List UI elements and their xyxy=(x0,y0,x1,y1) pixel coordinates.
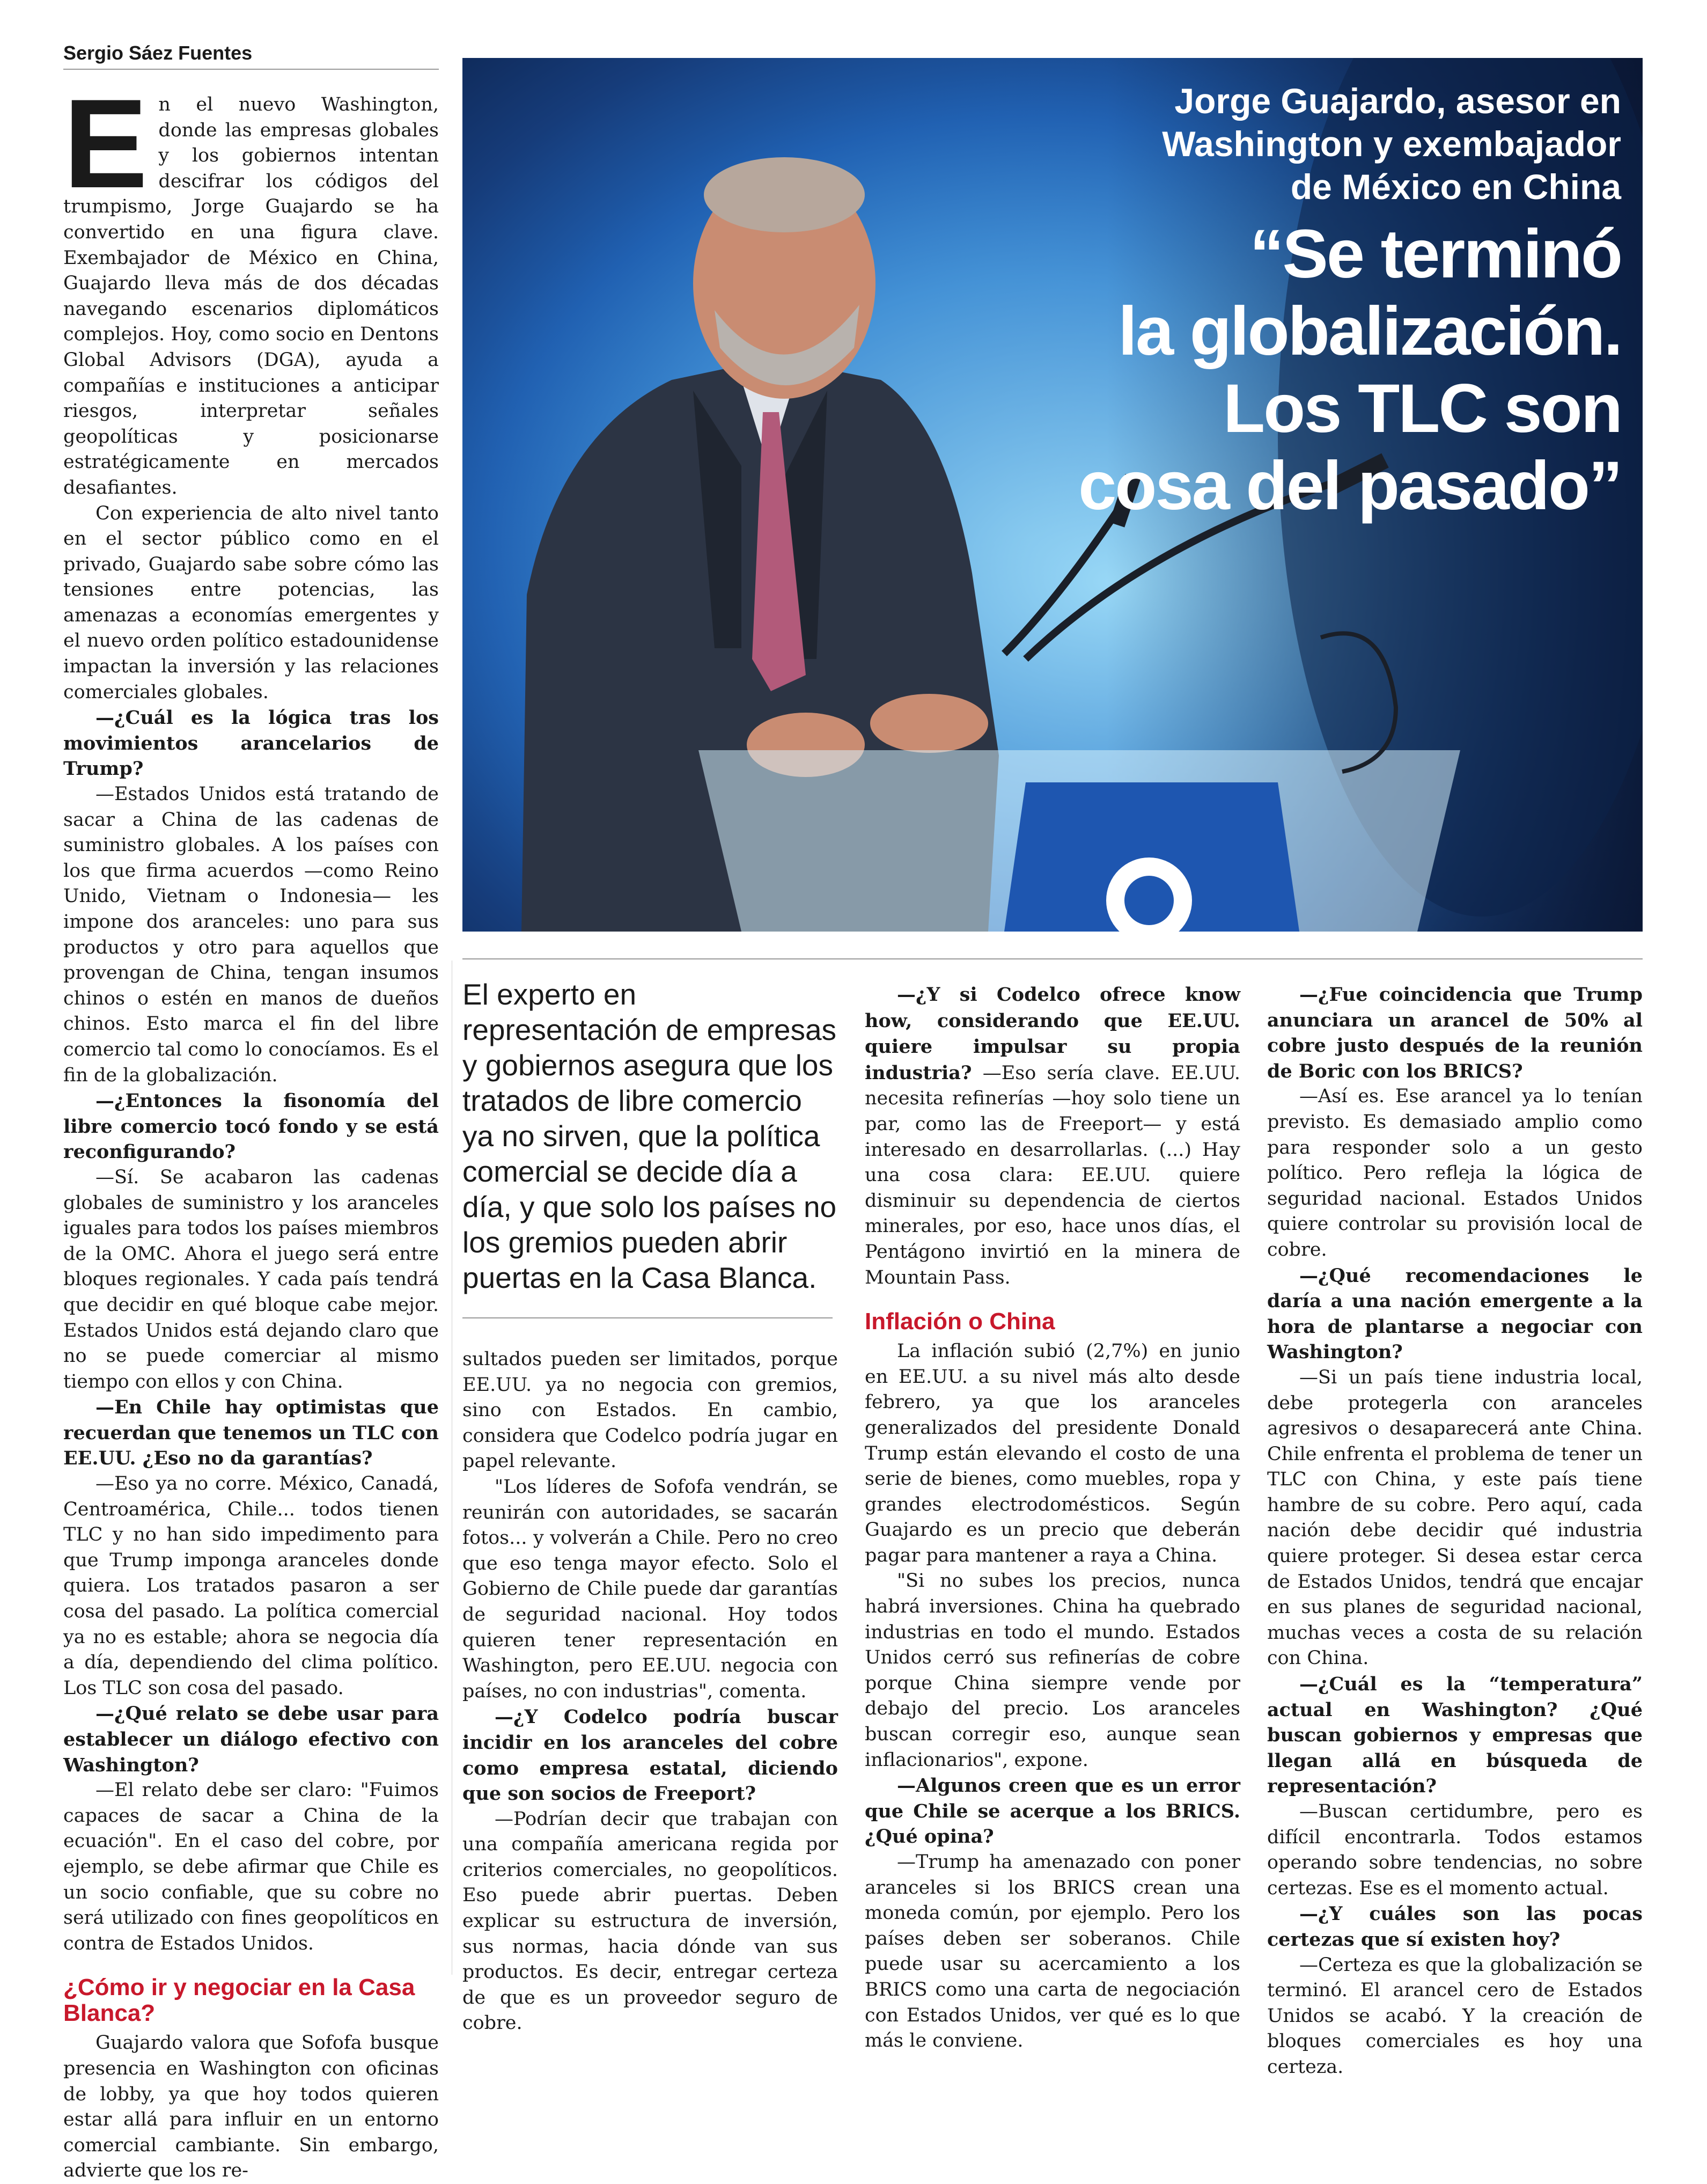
article-column-1 xyxy=(63,73,439,2184)
answer: —Buscan certidumbre, pero es difícil encontrarla. Todos estamos operando sobre tendencias, no sobre certezas. Ese es el momento actual. xyxy=(1267,1801,1643,1899)
subheading: Inflación o China xyxy=(865,1308,1055,1335)
pullquote-rule-bottom xyxy=(462,1317,833,1318)
drop-cap: E xyxy=(63,73,148,215)
paragraph: Con experiencia de alto nivel tanto en el sector público como en el privado, Guajardo sabe sobre cómo las tensiones entre potencias, las amenazas a economías emergentes y el nuevo orden político estadounidense impactan la inversión y las relaciones comerciales globales. xyxy=(63,502,439,703)
question: —En Chile hay optimistas que recuerdan que tenemos un TLC con EE.UU. ¿Eso no da garantías? xyxy=(63,1396,439,1470)
question: —Algunos creen que es un error que Chile se acerque a los BRICS. ¿Qué opina? xyxy=(865,1775,1240,1848)
pullquote-rule-top xyxy=(462,958,1643,959)
answer: —Podrían decir que trabajan con una compañía americana regida por criterios comerciales, no geopolíticos. Eso puede abrir puertas. Deben explicar su estructura de inversión, sus normas, hacia dónde van sus productos. Es decir, entregar certeza de que es un proveedor seguro de cobre. xyxy=(462,1808,838,2034)
question: —¿Entonces la fisonomía del libre comercio tocó fondo y se está reconfigurando? xyxy=(63,1090,439,1163)
lead-paragraph: En el nuevo Washington, donde las empresas globales y los gobiernos intentan descifrar los códigos del trumpismo, Jorge Guajardo se ha convertido en una figura clave. Exembajador de México en China, Guajardo lleva más de dos décadas navegando escenarios diplomáticos complejos. Hoy, como socio en Dentons Global Advisors (DGA), ayuda a compañías e instituciones a anticipar riesgos, interpretar señales geopolíticas y posicionarse estratégicamente en mercados desafiantes. xyxy=(63,73,439,499)
answer: —Estados Unidos está tratando de sacar a China de las cadenas de suministro globales. A los países con los que firma acuerdos —como Reino Unido, Vietnam o Indonesia— les impone dos aranceles: uno para sus productos y otro para aquellos que provengan de China, tengan insumos chinos o estén en manos de dueños chinos. Esto marca el fin del libre comercio tal como lo conocíamos. Es el fin de la globalización. xyxy=(63,783,439,1086)
headline: “Se terminó la globalización. Los TLC son cosa del pasado” xyxy=(1078,216,1621,524)
photo-headline-block xyxy=(870,79,1621,525)
headline-kicker: Jorge Guajardo, asesor en Washington y exembajador de México en China xyxy=(1162,81,1621,207)
answer: —Así es. Ese arancel ya lo tenían previsto. Es demasiado amplio como para responder solo a un gesto político. Pero refleja la lógica de seguridad nacional. Estados Unidos quiere controlar su provisión local de cobre. xyxy=(1267,1086,1643,1260)
answer: —Trump ha amenazado con poner aranceles si los BRICS crean una moneda común, por ejemplo. Pero los países deben ser soberanos. Chile puede usar su acercamiento a los BRICS como una carta de negociación con Estados Unidos, ver qué es lo que más le conviene. xyxy=(865,1851,1240,2052)
subheading: ¿Cómo ir y negociar en la Casa Blanca? xyxy=(63,1974,415,2027)
answer: —Si un país tiene industria local, debe protegerla con aranceles agresivos o desaparecerá ante China. Chile enfrenta el problema de tener un TLC con China, y este país tiene hambre de su cobre. Pero aquí, cada nación debe decidir qué industria quiere proteger. Si desea estar cerca de Estados Unidos, tendrá que encajar en sus planes de seguridad nacional, muchas veces a costa de su relación con China. xyxy=(1267,1366,1643,1669)
paragraph: sultados pueden ser limitados, porque EE.UU. ya no negocia con gremios, sino con Estados. En cambio, considera que Codelco podría jugar en papel relevante. xyxy=(462,1348,838,1472)
question: —¿Cuál es la lógica tras los movimientos arancelarios de Trump? xyxy=(63,707,439,780)
question: —¿Qué recomendaciones le daría a una nación emergente a la hora de plantarse a negociar con Washington? xyxy=(1267,1264,1643,1364)
answer: —Eso ya no corre. México, Canadá, Centroamérica, Chile... todos tienen TLC y no han sido impedimento para que Trump imponga aranceles donde quiera. Los tratados pasaron a ser cosa del pasado. La política comercial ya no es estable; ahora se negocia día a día, dependiendo del clima político. Los TLC son cosa del pasado. xyxy=(63,1473,439,1699)
paragraph: Guajardo valora que Sofofa busque presencia en Washington con oficinas de lobby, ya que hoy todos quieren estar allá para influir en un entorno comercial cambiante. Sin embargo, advierte que los re- xyxy=(63,2032,439,2182)
question: —¿Y Codelco podría buscar incidir en los aranceles del cobre como empresa estatal, diciendo que son socios de Freeport? xyxy=(462,1706,838,1805)
answer: —Sí. Se acabaron las cadenas globales de suministro y los aranceles iguales para todos los países miembros de la OMC. Ahora el juego será entre bloques regionales. Y cada país tendrá que decidir en qué bloque cabe mejor. Estados Unidos está dejando claro que no se puede comerciar al mismo tiempo con ellos y con China. xyxy=(63,1166,439,1393)
byline: Sergio Sáez Fuentes xyxy=(63,42,253,64)
answer: —El relato debe ser claro: "Fuimos capaces de sacar a China de la ecuación". En el caso del cobre, por ejemplo, se debe afirmar que Chile es un socio confiable, que su cobre no será utilizado con fines geopolíticos en contra de Estados Unidos. xyxy=(63,1779,439,1954)
paragraph: "Los líderes de Sofofa vendrán, se reunirán con autoridades, se sacarán fotos... y volverán a Chile. Pero no creo que eso tenga mayor efecto. Solo el Gobierno de Chile puede dar garantías de seguridad nacional. Hoy todos quieren tener representación en Washington, pero EE.UU. negocia con países, no con industrias", comenta. xyxy=(462,1476,838,1702)
question: —¿Y cuáles son las pocas certezas que sí existen hoy? xyxy=(1267,1903,1643,1951)
question: —¿Cuál es la “temperatura” actual en Washington? ¿Qué buscan gobiernos y empresas que llegan allá en búsqueda de representación? xyxy=(1267,1673,1643,1798)
question: —¿Fue coincidencia que Trump anunciara un arancel de 50% al cobre justo después de la reunión de Boric con los BRICS? xyxy=(1267,984,1643,1082)
paragraph: La inflación subió (2,7%) en junio en EE.UU. a su nivel más alto desde febrero, ya que los aranceles generalizados del presidente Donald Trump están elevando el costo de una serie de bienes, como muebles, ropa y grandes electrodomésticos. Según Guajardo es un precio que deberán pagar para mantener a raya a China. xyxy=(865,1340,1240,1566)
question: —¿Qué relato se debe usar para establecer un diálogo efectivo con Washington? xyxy=(63,1703,439,1776)
byline-rule xyxy=(63,69,439,70)
paragraph: "Si no subes los precios, nunca habrá inversiones. China ha quebrado industrias en todo el mundo. Estados Unidos cerró sus refinerías de cobre porque China siempre vende por debajo del precio. Los aranceles buscan corregir eso, aunque sean inflacionarios", expone. xyxy=(865,1570,1240,1771)
hero-photo xyxy=(462,58,1643,932)
question: —¿Y si Codelco ofrece know how, considerando que EE.UU. quiere impulsar su propia industria? xyxy=(865,984,1240,1084)
article-column-4 xyxy=(1267,982,1643,2080)
pullquote: El experto en representación de empresas y gobiernos asegura que los tratados de libre comercio ya no sirven, que la política comercial se decide día a día, y que solo los países no los gremios pueden abrir puertas en la Casa Blanca. xyxy=(462,978,837,1294)
article-column-2 xyxy=(462,1347,838,2036)
article-column-3 xyxy=(865,982,1240,2054)
answer: —Certeza es que la globalización se terminó. El arancel cero de Estados Unidos se acabó. Y la creación de bloques comerciales es hoy una certeza. xyxy=(1267,1954,1643,2078)
answer: —Eso sería clave. EE.UU. necesita refinerías —hoy solo tiene un par, como las de Freeport— y está interesado en desarrollarlas. (...) Hay una cosa clara: EE.UU. quiere disminuir su dependencia de ciertos minerales, por eso, hace unos días, el Pentágono invirtió en la minera de Mountain Pass. xyxy=(865,1062,1240,1288)
